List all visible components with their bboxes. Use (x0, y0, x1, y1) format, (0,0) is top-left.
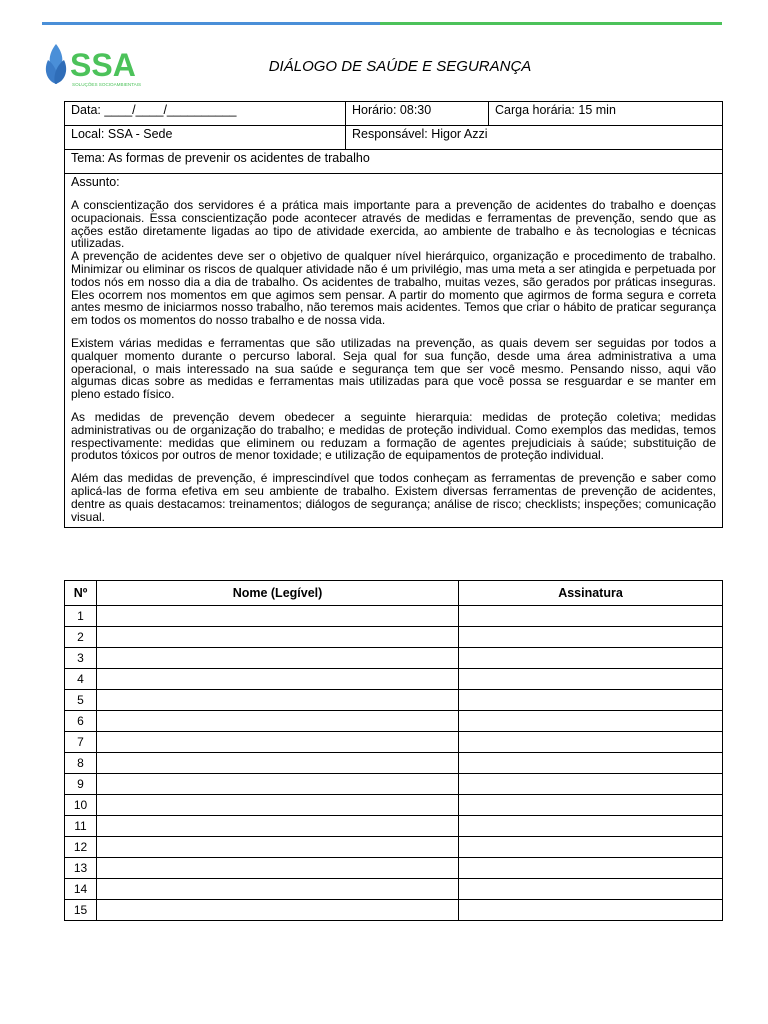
name-cell[interactable] (97, 858, 459, 879)
signature-cell[interactable] (459, 774, 723, 795)
table-row (65, 858, 723, 879)
name-cell[interactable] (97, 795, 459, 816)
name-cell[interactable] (97, 732, 459, 753)
table-row (65, 837, 723, 858)
row-number: 11 (65, 816, 97, 837)
name-cell[interactable] (97, 627, 459, 648)
column-header-number: Nº (65, 581, 97, 606)
signature-cell[interactable] (459, 648, 723, 669)
signature-cell[interactable] (459, 858, 723, 879)
responsible-field: Responsável: Higor Azzi (346, 126, 723, 150)
signature-cell[interactable] (459, 900, 723, 921)
table-row (65, 753, 723, 774)
name-cell[interactable] (97, 690, 459, 711)
row-number: 15 (65, 900, 97, 921)
header-line-green (380, 22, 722, 25)
name-cell[interactable] (97, 816, 459, 837)
row-number: 4 (65, 669, 97, 690)
signature-cell[interactable] (459, 816, 723, 837)
location-field: Local: SSA - Sede (65, 126, 346, 150)
table-row (65, 690, 723, 711)
name-cell[interactable] (97, 837, 459, 858)
table-row (65, 900, 723, 921)
signature-table (64, 580, 723, 921)
table-row (65, 711, 723, 732)
table-row (65, 732, 723, 753)
signature-cell[interactable] (459, 606, 723, 627)
name-cell[interactable] (97, 774, 459, 795)
header-line-blue (42, 22, 380, 25)
signature-cell[interactable] (459, 711, 723, 732)
row-number: 8 (65, 753, 97, 774)
row-number: 2 (65, 627, 97, 648)
row-number: 3 (65, 648, 97, 669)
table-row (65, 879, 723, 900)
signature-cell[interactable] (459, 837, 723, 858)
name-cell[interactable] (97, 879, 459, 900)
signature-cell[interactable] (459, 795, 723, 816)
ssa-logo (44, 40, 156, 88)
paragraph: A conscientização dos servidores é a prática mais importante para a prevenção de acidentes do trabalho e doenças ocupacionais. Essa conscientização pode acontecer através de medidas e ferramentas de prevenção, sendo que as ações estão diretamente ligadas ao tipo de atividade exercida, ao ambiente de trabalho e às tecnologias e técnicas utilizadas. (71, 198, 716, 251)
signature-cell[interactable] (459, 732, 723, 753)
paragraph: As medidas de prevenção devem obedecer a seguinte hierarquia: medidas de proteção coletiva; medidas administrativas ou de organização do trabalho; e medidas de proteção individual. Como exemplos das medidas, temos respectivamente: medidas que eliminem ou reduzam a formação de agentes prejudiciais à saúde; substituição de produtos tóxicos por outros de menor toxidade; e utilização de equipamentos de proteção individual. (71, 409, 716, 463)
column-header-name: Nome (Legível) (97, 581, 459, 606)
paragraph: Existem várias medidas e ferramentas que são utilizadas na prevenção, as quais devem ser seguidas por todos a qualquer momento durante o percurso laboral. Seja qual for sua função, desde uma área administrativa a uma operacional, o mais interessado na sua saúde e segurança tem que ser você mesmo. Pensando nisso, aqui vão algumas dicas sobre as medidas e ferramentas mais utilizadas para que você possa se resguardar e se manter em pleno estado físico. (71, 335, 716, 402)
table-row (65, 669, 723, 690)
subject-section (65, 174, 723, 528)
row-number: 9 (65, 774, 97, 795)
table-row (65, 774, 723, 795)
row-number: 5 (65, 690, 97, 711)
table-row (65, 606, 723, 627)
info-table (64, 101, 723, 528)
table-row (65, 627, 723, 648)
time-field: Horário: 08:30 (346, 102, 489, 126)
signature-cell[interactable] (459, 879, 723, 900)
signature-cell[interactable] (459, 753, 723, 774)
row-number: 6 (65, 711, 97, 732)
theme-field: Tema: As formas de prevenir os acidentes de trabalho (65, 150, 723, 174)
paragraph: Além das medidas de prevenção, é imprescindível que todos conheçam as ferramentas de prevenção e saber como aplicá-las de forma efetiva em seu ambiente de trabalho. Existem diversas ferramentas de prevenção de acidentes, dentre as quais destacamos: treinamentos; diálogos de segurança; análise de risco; checklists; inspeções; comunicação visual. (71, 471, 716, 524)
subject-label: Assunto: (71, 175, 120, 189)
date-field[interactable]: Data: ____/____/__________ (65, 102, 346, 126)
table-row (65, 816, 723, 837)
column-header-signature: Assinatura (459, 581, 723, 606)
name-cell[interactable] (97, 606, 459, 627)
workload-field: Carga horária: 15 min (489, 102, 723, 126)
signature-cell[interactable] (459, 669, 723, 690)
name-cell[interactable] (97, 753, 459, 774)
signature-cell[interactable] (459, 627, 723, 648)
document-title: DIÁLOGO DE SAÚDE E SEGURANÇA (268, 58, 532, 75)
row-number: 10 (65, 795, 97, 816)
row-number: 14 (65, 879, 97, 900)
name-cell[interactable] (97, 648, 459, 669)
name-cell[interactable] (97, 669, 459, 690)
table-row (65, 648, 723, 669)
row-number: 12 (65, 837, 97, 858)
signature-cell[interactable] (459, 690, 723, 711)
row-number: 1 (65, 606, 97, 627)
svg-text:SOLUÇÕES SOCIOAMBIENTAIS: SOLUÇÕES SOCIOAMBIENTAIS (72, 82, 142, 87)
svg-text:SSA: SSA (70, 47, 136, 83)
table-row (65, 795, 723, 816)
row-number: 13 (65, 858, 97, 879)
name-cell[interactable] (97, 900, 459, 921)
name-cell[interactable] (97, 711, 459, 732)
paragraph: A prevenção de acidentes deve ser o objetivo de qualquer nível hierárquico, organização e procedimento de trabalho. Minimizar ou eliminar os riscos de qualquer atividade não é um privilégio, mas uma meta a ser atingida e perpetuada por todos nós em nosso dia a dia de trabalho. Os acidentes de trabalho, muitas vezes, são gerados por práticas inseguras. Eles ocorrem nos momentos em que agimos sem pensar. A partir do momento que agirmos de forma segura e correta antes mesmo de iniciarmos nosso trabalho, não teremos mais acidentes. Temos que criar o hábito de praticar segurança em todos os momentos do nosso trabalho e de nossa vida. (71, 249, 716, 328)
row-number: 7 (65, 732, 97, 753)
